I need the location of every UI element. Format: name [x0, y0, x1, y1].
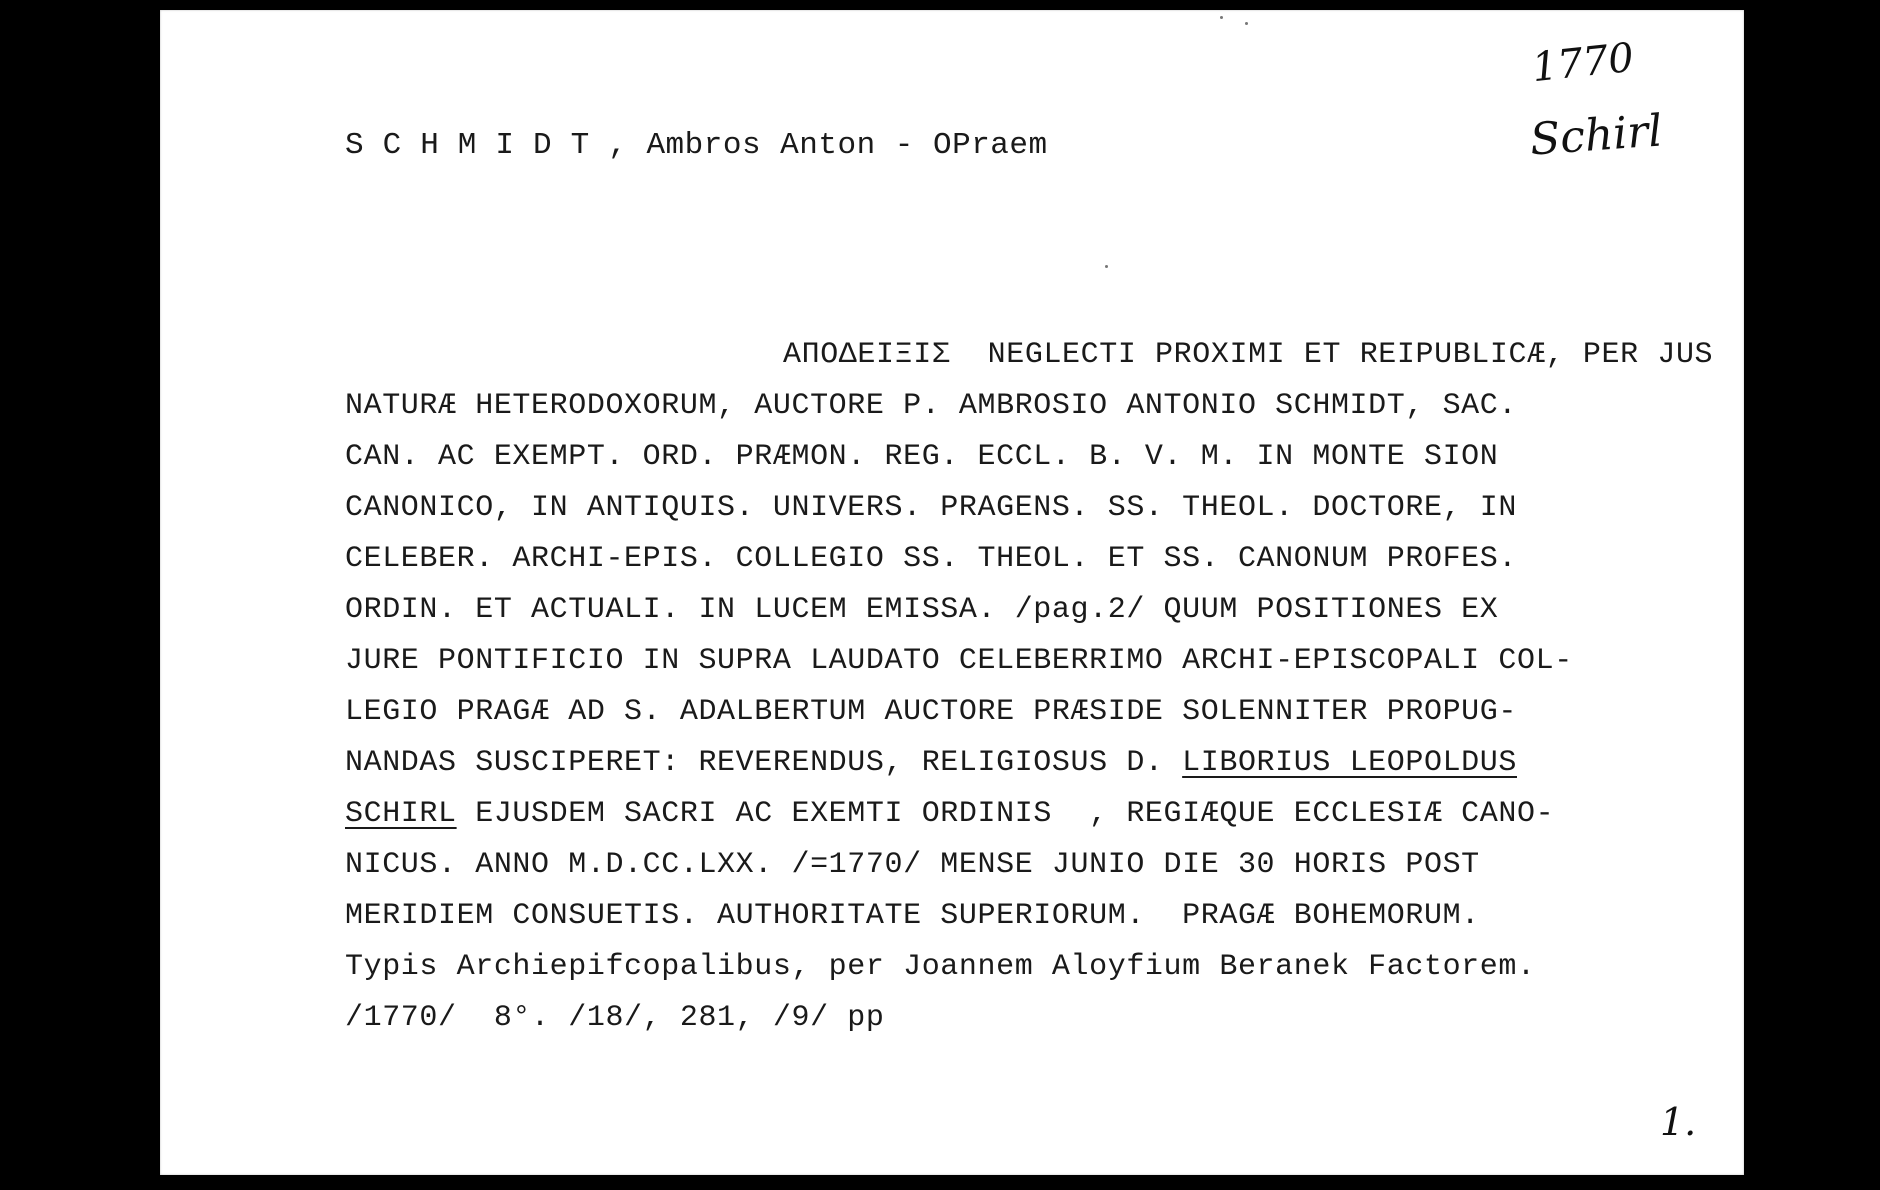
description-line: LEGIO PRAGÆ AD S. ADALBERTUM AUCTORE PRÆSIDE SOLENNITER PROPUG-	[345, 695, 1517, 729]
handwritten-name: Schirl	[1528, 105, 1664, 166]
description-line: MERIDIEM CONSUETIS. AUTHORITATE SUPERIORUM. PRAGÆ BOHEMORUM.	[345, 899, 1480, 933]
description-line: CAN. AC EXEMPT. ORD. PRÆMON. REG. ECCL. B. V. M. IN MONTE SION	[345, 440, 1499, 474]
scan-speck	[1245, 22, 1248, 25]
description-line-rest: EJUSDEM SACRI AC EXEMTI ORDINIS , REGIÆQUE ECCLESIÆ CANO-	[456, 797, 1555, 831]
imprint-line: Typis Archiepifcopalibus, per Joannem Aloyfium Beranek Factorem.	[345, 950, 1536, 984]
scan-speck	[1220, 16, 1223, 19]
author-surname: SCHMIDT	[345, 128, 609, 163]
description-line: CELEBER. ARCHI-EPIS. COLLEGIO SS. THEOL. ET SS. CANONUM PROFES.	[345, 542, 1517, 576]
handwritten-year: 1770	[1529, 34, 1636, 92]
collation-line: /1770/ 8°. /18/, 281, /9/ pp	[345, 1001, 885, 1035]
handwritten-card-number: 1.	[1660, 1100, 1697, 1144]
underlined-respondent-surname: SCHIRL	[345, 797, 457, 831]
author-given-names: , Ambros Anton - OPraem	[608, 128, 1048, 163]
description-line-start: NANDAS SUSCIPERET: REVERENDUS, RELIGIOSUS D.	[345, 746, 1183, 780]
description-line	[345, 738, 1605, 789]
catalog-card	[160, 10, 1744, 1175]
description-line	[345, 789, 1605, 840]
description-line: ORDIN. ET ACTUALI. IN LUCEM EMISSA. /pag.2/ QUUM POSITIONES EX	[345, 593, 1499, 627]
description-line: NATURÆ HETERODOXORUM, AUCTORE P. AMBROSIO ANTONIO SCHMIDT, SAC.	[345, 389, 1517, 423]
description-line: CANONICO, IN ANTIQUIS. UNIVERS. PRAGENS. SS. THEOL. DOCTORE, IN	[345, 491, 1517, 525]
bibliographic-description	[345, 330, 1714, 1044]
description-line: ΑΠΟΔΕΙΞΙΣ NEGLECTI PROXIMI ET REIPUBLICÆ, PER JUS	[783, 338, 1714, 372]
scan-speck	[1105, 265, 1108, 268]
description-line: NICUS. ANNO M.D.CC.LXX. /=1770/ MENSE JUNIO DIE 30 HORIS POST	[345, 848, 1480, 882]
description-line: JURE PONTIFICIO IN SUPRA LAUDATO CELEBERRIMO ARCHI-EPISCOPALI COL-	[345, 644, 1573, 678]
underlined-respondent-name: LIBORIUS LEOPOLDUS	[1182, 746, 1517, 780]
card-heading	[345, 128, 1048, 163]
